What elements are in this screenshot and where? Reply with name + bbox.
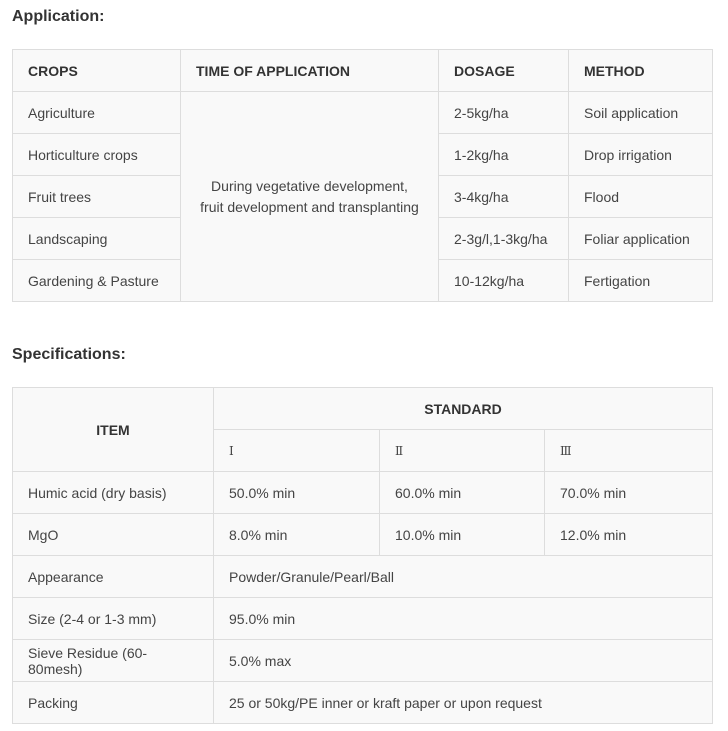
table-row xyxy=(13,92,713,134)
spec-item-cell: Packing xyxy=(13,682,214,724)
crop-cell: Fruit trees xyxy=(13,176,181,218)
spec-value-cell: 60.0% min xyxy=(380,472,545,514)
table-row xyxy=(13,682,713,724)
crop-cell: Horticulture crops xyxy=(13,134,181,176)
application-header-row xyxy=(13,50,713,92)
application-heading: Application: xyxy=(12,8,105,25)
specifications-heading: Specifications: xyxy=(12,346,126,363)
table-row xyxy=(13,640,713,682)
header-item: ITEM xyxy=(13,388,214,472)
application-table xyxy=(12,49,713,302)
crop-cell: Landscaping xyxy=(13,218,181,260)
spec-item-cell: Sieve Residue (60-80mesh) xyxy=(13,640,214,682)
method-cell: Foliar application xyxy=(569,218,713,260)
grade-3: Ⅲ xyxy=(545,430,713,472)
grade-2: Ⅱ xyxy=(380,430,545,472)
spec-value-cell: 25 or 50kg/PE inner or kraft paper or upon request xyxy=(214,682,713,724)
time-line-2: fruit development and transplanting xyxy=(200,198,419,215)
grade-1: Ⅰ xyxy=(214,430,380,472)
dosage-cell: 1-2kg/ha xyxy=(439,134,569,176)
header-method: METHOD xyxy=(569,50,713,92)
spec-value-cell: 10.0% min xyxy=(380,514,545,556)
specifications-table xyxy=(12,387,713,724)
crop-cell: Gardening & Pasture xyxy=(13,260,181,302)
header-crops: CROPS xyxy=(13,50,181,92)
method-cell: Flood xyxy=(569,176,713,218)
table-row xyxy=(13,556,713,598)
spec-item-cell: MgO xyxy=(13,514,214,556)
method-cell: Soil application xyxy=(569,92,713,134)
spec-header-row xyxy=(13,388,713,430)
dosage-cell: 2-3g/l,1-3kg/ha xyxy=(439,218,569,260)
spec-value-cell: 5.0% max xyxy=(214,640,713,682)
spec-value-cell: 8.0% min xyxy=(214,514,380,556)
table-row xyxy=(13,598,713,640)
dosage-cell: 2-5kg/ha xyxy=(439,92,569,134)
spec-value-cell: 95.0% min xyxy=(214,598,713,640)
dosage-cell: 10-12kg/ha xyxy=(439,260,569,302)
dosage-cell: 3-4kg/ha xyxy=(439,176,569,218)
header-dosage: DOSAGE xyxy=(439,50,569,92)
table-row xyxy=(13,472,713,514)
header-time-of-application: TIME OF APPLICATION xyxy=(181,50,439,92)
spec-item-cell: Size (2-4 or 1-3 mm) xyxy=(13,598,214,640)
table-row xyxy=(13,514,713,556)
method-cell: Fertigation xyxy=(569,260,713,302)
spec-value-cell: 50.0% min xyxy=(214,472,380,514)
method-cell: Drop irrigation xyxy=(569,134,713,176)
spec-value-cell: 12.0% min xyxy=(545,514,713,556)
spec-value-cell: 70.0% min xyxy=(545,472,713,514)
spec-item-cell: Humic acid (dry basis) xyxy=(13,472,214,514)
spec-value-cell: Powder/Granule/Pearl/Ball xyxy=(214,556,713,598)
time-of-application-cell xyxy=(181,92,439,302)
time-line-1: During vegetative development, xyxy=(211,177,408,194)
spec-item-cell: Appearance xyxy=(13,556,214,598)
crop-cell: Agriculture xyxy=(13,92,181,134)
header-standard: STANDARD xyxy=(214,388,713,430)
